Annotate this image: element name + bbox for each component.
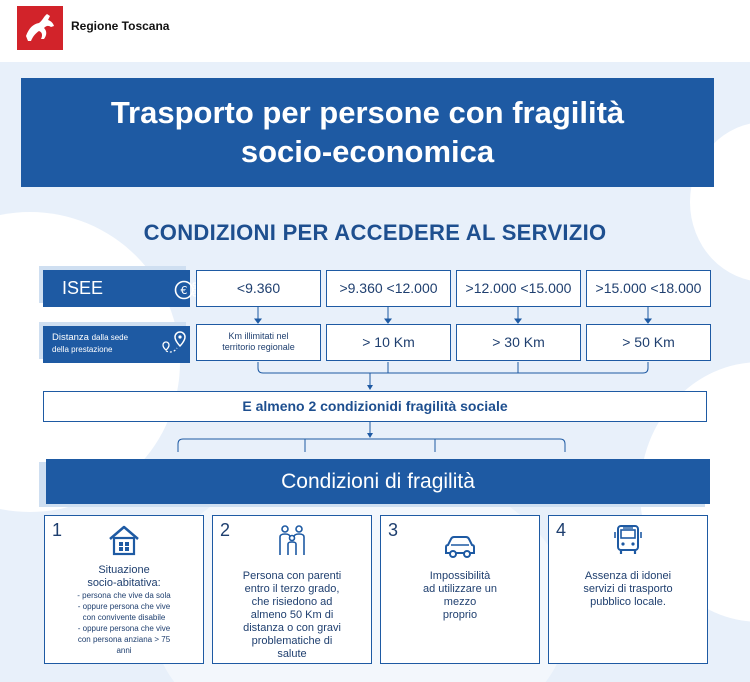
card-line: Assenza di idonei: [584, 570, 672, 582]
card-number: 2: [220, 520, 231, 540]
condition-card-1: [44, 515, 204, 664]
card-line: che risiedono ad: [251, 596, 333, 608]
minimum-conditions-banner: E almeno 2 condizionidi fragilità sociale: [43, 391, 707, 422]
distance-range-4: > 50 Km: [586, 324, 711, 361]
brand-name: Regione Toscana: [71, 19, 170, 33]
card-detail: con convivente disabile: [82, 613, 166, 622]
section-heading: CONDIZIONI PER ACCEDERE AL SERVIZIO: [143, 220, 607, 245]
house-icon: [107, 523, 141, 557]
distance-range-2: > 10 Km: [326, 324, 451, 361]
conditions-title: Condizioni di fragilità: [46, 459, 710, 504]
bus-icon: [611, 523, 645, 557]
condition-card-4: [548, 515, 708, 664]
isee-range-1: <9.360: [196, 270, 321, 307]
card-text: [555, 570, 701, 609]
isee-label: ISEE: [62, 278, 104, 298]
distance-label-rest: dalla sede: [91, 333, 129, 342]
card-line: Persona con parenti: [242, 570, 342, 582]
distance-range-1-line1: Km illimitati nel: [228, 331, 289, 341]
card-number: 1: [52, 520, 63, 540]
isee-range-4: >15.000 <18.000: [586, 270, 711, 307]
car-icon: [443, 530, 477, 564]
condition-card-3: [380, 515, 540, 664]
isee-range-3: >12.000 <15.000: [456, 270, 581, 307]
card-detail: - oppure persona che vive: [77, 602, 171, 611]
card-line: salute: [277, 648, 307, 660]
card-line: pubblico locale.: [590, 596, 666, 608]
card-line: mezzo: [443, 596, 477, 608]
card-line: distanza o con gravi: [243, 622, 341, 634]
card-line: servizi di trasporto: [583, 583, 673, 595]
card-line: problematiche di: [251, 635, 333, 647]
title-line-2: socio-economica: [240, 134, 495, 169]
card-detail: - persona che vive da sola: [77, 591, 171, 600]
card-number: 4: [556, 520, 567, 540]
card-text: [387, 570, 533, 622]
card-heading-line2: socio-abitativa:: [87, 577, 161, 589]
condition-card-2: [212, 515, 372, 664]
family-icon: [275, 523, 309, 557]
distance-range-1-line2: territorio regionale: [222, 342, 295, 352]
svg-text:€: €: [180, 284, 188, 297]
distance-label-line2: della prestazione: [52, 345, 113, 354]
card-number: 3: [388, 520, 399, 540]
card-line: Impossibilità: [429, 570, 491, 582]
card-line: proprio: [442, 609, 478, 621]
card-line: entro il terzo grado,: [244, 583, 340, 595]
card-line: ad utilizzare un: [423, 583, 497, 595]
distance-label-main: Distanza: [52, 332, 89, 343]
card-detail: - oppure persona che vive: [77, 624, 171, 633]
distance-range-3: > 30 Km: [456, 324, 581, 361]
card-text: [219, 570, 365, 661]
title-line-1: Trasporto per persone con fragilità: [110, 95, 625, 130]
card-line: almeno 50 Km di: [250, 609, 334, 621]
card-detail: anni: [116, 646, 132, 655]
card-text: [51, 564, 197, 656]
card-detail: con persona anziana > 75: [77, 635, 171, 644]
isee-range-2: >9.360 <12.000: [326, 270, 451, 307]
card-heading-line1: Situazione: [98, 564, 150, 576]
